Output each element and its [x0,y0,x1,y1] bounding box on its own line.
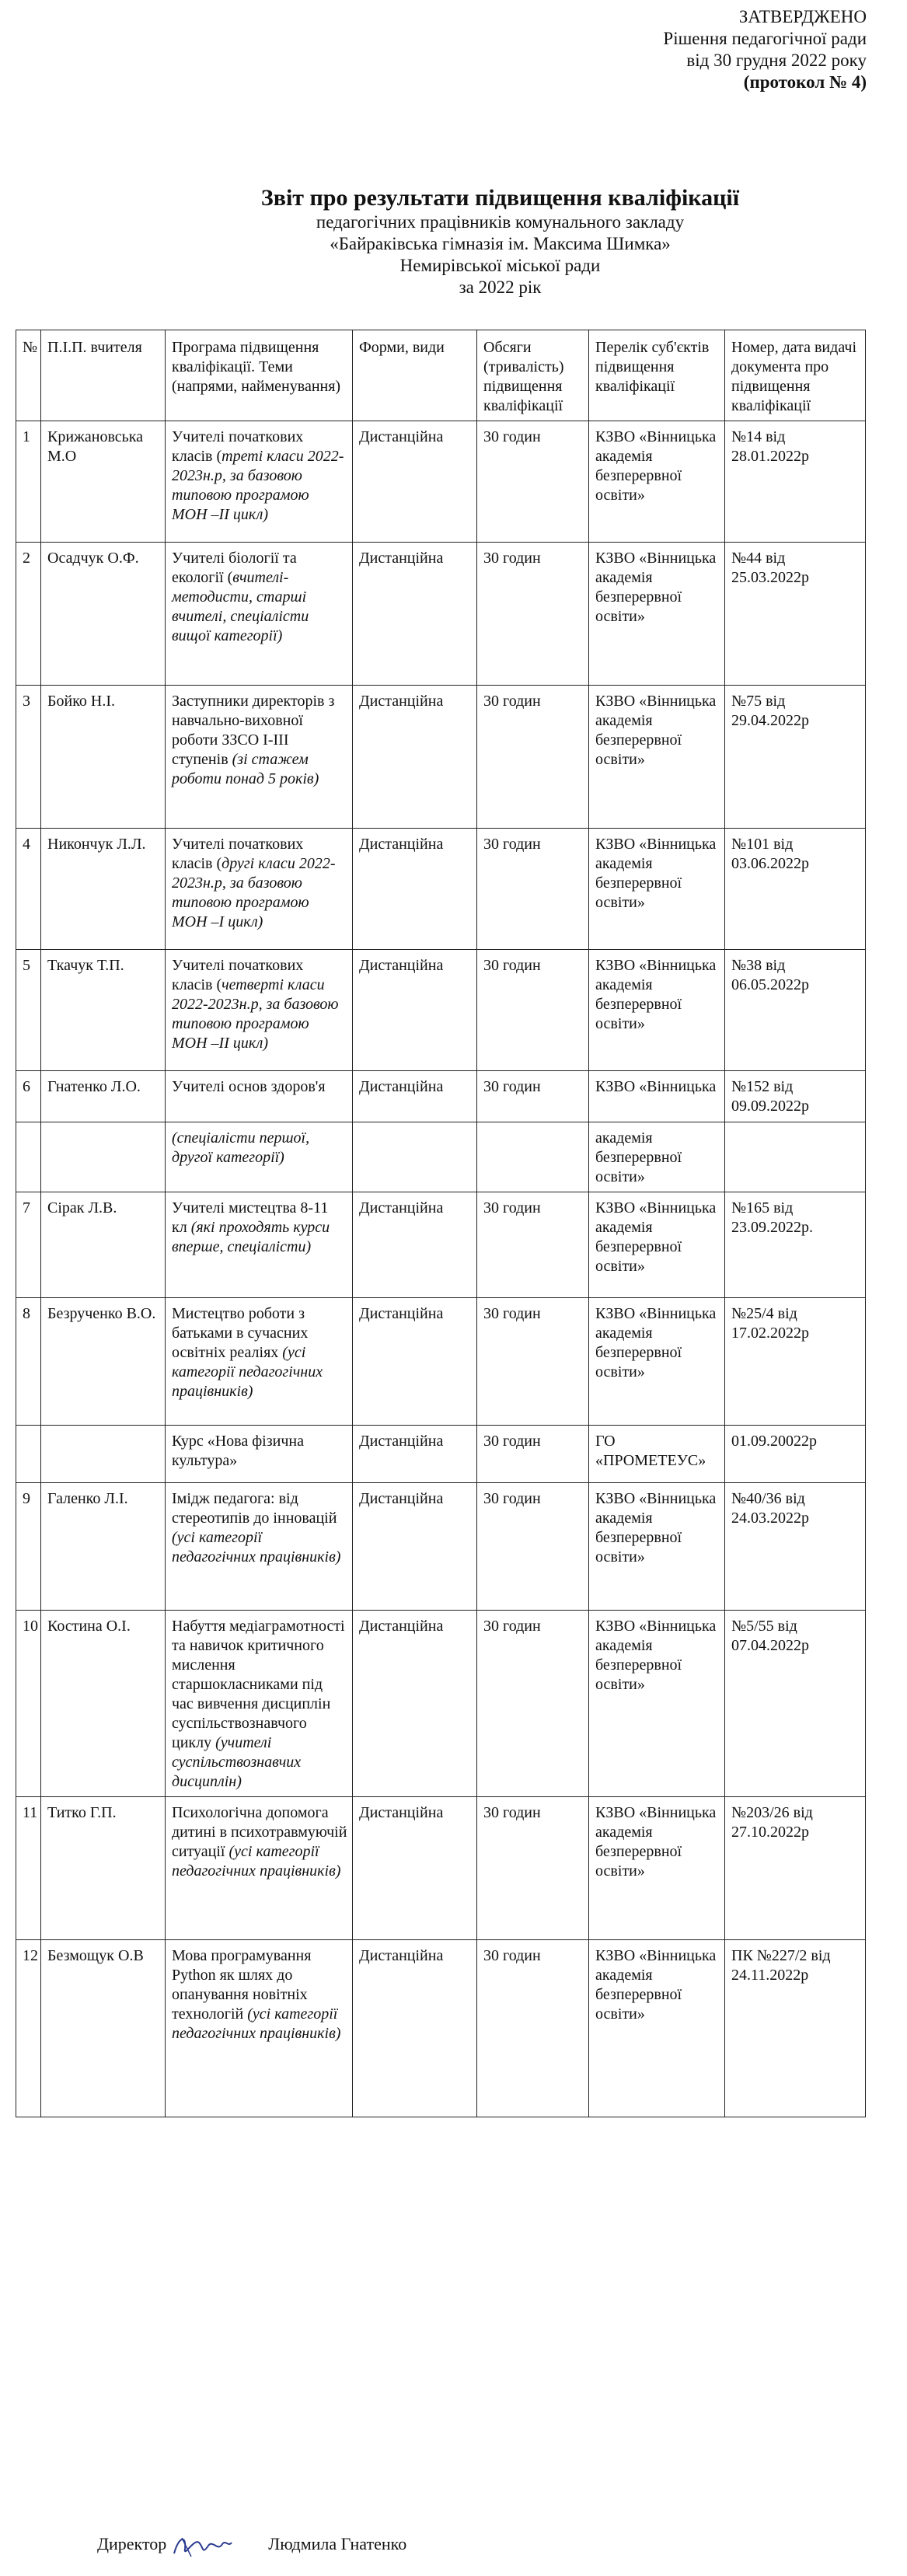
provider-cell: КЗВО «Вінницька [589,1071,725,1122]
row-number: 4 [16,829,41,950]
teacher-name: Безмощук О.В [41,1940,166,2117]
teacher-name: Никончук Л.Л. [41,829,166,950]
provider-cell: КЗВО «Вінницька академія безперервної освіти» [589,421,725,543]
provider-cell: академія безперервної освіти» [589,1122,725,1192]
program-category: четверті класи 2022-2023н.р, за базовою типовою програмою МОН –ІІ цикл) [172,976,339,1052]
document-cell: №44 від 25.03.2022р [725,543,866,686]
program-cell [166,1940,353,2117]
program-cell [166,1298,353,1426]
form-cell: Дистанційна [353,686,477,829]
approval-line: від 30 грудня 2022 року [686,51,867,70]
volume-cell: 30 годин [477,1426,589,1483]
program-cell [166,421,353,543]
teacher-name: Сірак Л.В. [41,1192,166,1298]
row-number: 11 [16,1797,41,1940]
volume-cell: 30 годин [477,950,589,1071]
report-title [0,185,907,298]
program-cell [166,829,353,950]
form-cell: Дистанційна [353,1483,477,1611]
row-number: 5 [16,950,41,1071]
row-number: 7 [16,1192,41,1298]
teacher-name: Безрученко В.О. [41,1298,166,1426]
volume-cell: 30 годин [477,829,589,950]
program-cell [166,1483,353,1611]
title-line: педагогічних працівників комунального закладу [316,212,685,232]
program-cell [166,1122,353,1192]
table-body [16,421,866,2117]
volume-cell: 30 годин [477,1611,589,1797]
approval-line: Рішення педагогічної ради [663,29,867,48]
provider-cell: КЗВО «Вінницька академія безперервної освіти» [589,1483,725,1611]
teacher-name: Бойко Н.І. [41,686,166,829]
document-cell: №5/55 від 07.04.2022р [725,1611,866,1797]
signature-name: Людмила Гнатенко [268,2534,407,2554]
program-cell [166,686,353,829]
row-number: 2 [16,543,41,686]
volume-cell: 30 годин [477,543,589,686]
form-cell: Дистанційна [353,421,477,543]
provider-cell: КЗВО «Вінницька академія безперервної освіти» [589,1940,725,2117]
program-text: Учителі початкових класів ( [172,836,304,872]
row-number: 9 [16,1483,41,1611]
teacher-name: Крижановська М.О [41,421,166,543]
header-cell: № [16,330,41,421]
teacher-name: Осадчук О.Ф. [41,543,166,686]
form-cell: Дистанційна [353,1940,477,2117]
program-text: Учителі основ здоров'я [172,1078,326,1095]
teacher-name: Ткачук Т.П. [41,950,166,1071]
program-category: (учителі суспільствознавчих дисциплін) [172,1734,302,1790]
teacher-name [41,1122,166,1192]
program-category: (зі стажем роботи понад 5 років) [172,751,319,787]
title-line: Немирівської міської ради [399,256,601,275]
volume-cell: 30 годин [477,1192,589,1298]
table-row [16,1122,866,1192]
teacher-name: Костина О.І. [41,1611,166,1797]
program-text: Мистецтво роботи з батьками в сучасних освітніх реаліях [172,1305,309,1361]
provider-cell: КЗВО «Вінницька академія безперервної освіти» [589,829,725,950]
header-cell: Перелік суб'єктів підвищення кваліфікації [589,330,725,421]
table-row [16,543,866,686]
header-cell: Форми, види [353,330,477,421]
program-category: (усі категорії педагогічних працівників) [172,1344,323,1400]
form-cell: Дистанційна [353,950,477,1071]
program-category: вчителі-методисти, старші вчителі, спеціалісти вищої категорії) [172,569,309,644]
program-category: (усі категорії педагогічних працівників) [172,1843,341,1880]
document-cell: ПК №227/2 від 24.11.2022р [725,1940,866,2117]
program-text: Заступники директорів з навчально-виховної роботи ЗЗСО І-ІІІ ступенів [172,693,335,768]
program-category: (спеціалісти першої, другої категорії) [172,1129,310,1166]
program-text: Мова програмування Python як шлях до опанування новітніх технологій [172,1947,312,2023]
approval-stamp [663,6,867,93]
volume-cell: 30 годин [477,421,589,543]
form-cell: Дистанційна [353,829,477,950]
provider-cell: КЗВО «Вінницька академія безперервної освіти» [589,543,725,686]
header-cell: Номер, дата видачі документа про підвищення кваліфікації [725,330,866,421]
row-number [16,1122,41,1192]
table-row [16,1426,866,1483]
table-row [16,1611,866,1797]
volume-cell: 30 годин [477,1483,589,1611]
document-cell [725,1122,866,1192]
form-cell [353,1122,477,1192]
title-line: за 2022 рік [459,277,542,297]
program-cell [166,1426,353,1483]
table-row [16,1483,866,1611]
volume-cell: 30 годин [477,1797,589,1940]
table-row [16,1192,866,1298]
table-row [16,1298,866,1426]
program-text: Імідж педагога: від стереотипів до інновацій [172,1490,337,1527]
document-cell: №101 від 03.06.2022р [725,829,866,950]
provider-cell: КЗВО «Вінницька академія безперервної освіти» [589,1298,725,1426]
program-cell [166,1797,353,1940]
teacher-name: Гнатенко Л.О. [41,1071,166,1122]
volume-cell: 30 годин [477,1940,589,2117]
program-text: Психологічна допомога дитині в психотравмуючій ситуації [172,1804,347,1860]
document-cell: №25/4 від 17.02.2022р [725,1298,866,1426]
document-cell: №75 від 29.04.2022р [725,686,866,829]
row-number: 8 [16,1298,41,1426]
program-category: (усі категорії педагогічних працівників) [172,1529,341,1565]
teacher-name [41,1426,166,1483]
table-row [16,950,866,1071]
program-cell [166,1611,353,1797]
program-text: Учителі початкових класів ( [172,957,304,993]
table-row [16,1940,866,2117]
program-text: Курс «Нова фізична культура» [172,1433,304,1469]
provider-cell: КЗВО «Вінницька академія безперервної освіти» [589,950,725,1071]
document-cell: №40/36 від 24.03.2022р [725,1483,866,1611]
volume-cell [477,1122,589,1192]
provider-cell: ГО «ПРОМЕТЕУС» [589,1426,725,1483]
program-cell [166,950,353,1071]
program-text: Учителі початкових класів ( [172,428,304,465]
document-cell: №14 від 28.01.2022р [725,421,866,543]
program-cell [166,1071,353,1122]
form-cell: Дистанційна [353,1071,477,1122]
approval-protocol: (протокол № 4) [743,72,867,92]
signature-block [97,2530,406,2561]
form-cell: Дистанційна [353,1298,477,1426]
header-cell: Програма підвищення кваліфікації. Теми (напрями, найменування) [166,330,353,421]
form-cell: Дистанційна [353,1192,477,1298]
document-cell: №165 від 23.09.2022р. [725,1192,866,1298]
teacher-name: Галенко Л.І. [41,1483,166,1611]
program-category: (які проходять курси вперше, спеціалісти) [172,1219,330,1255]
row-number: 12 [16,1940,41,2117]
table-row [16,421,866,543]
header-cell: П.І.П. вчителя [41,330,166,421]
form-cell: Дистанційна [353,543,477,686]
provider-cell: КЗВО «Вінницька академія безперервної освіти» [589,1192,725,1298]
form-cell: Дистанційна [353,1611,477,1797]
row-number: 3 [16,686,41,829]
row-number: 6 [16,1071,41,1122]
signature-scribble [171,2530,233,2561]
program-text: Набуття медіаграмотності та навичок критичного мислення старшокласниками під час вивчення дисциплін суспільствознавчого циклу [172,1618,345,1751]
document-cell: 01.09.20022р [725,1426,866,1483]
document-cell: №38 від 06.05.2022р [725,950,866,1071]
program-category: (усі категорії педагогічних працівників) [172,2005,341,2042]
qualification-table [16,330,866,2117]
table-row [16,1797,866,1940]
document-cell: №152 від 09.09.2022р [725,1071,866,1122]
page-title: Звіт про результати підвищення кваліфікації [260,185,740,211]
program-category: другі класи 2022-2023н.р, за базовою типовою програмою МОН –І цикл) [172,855,336,930]
provider-cell: КЗВО «Вінницька академія безперервної освіти» [589,686,725,829]
volume-cell: 30 годин [477,686,589,829]
program-text: Учителі мистецтва 8-11 кл [172,1199,329,1236]
form-cell: Дистанційна [353,1797,477,1940]
provider-cell: КЗВО «Вінницька академія безперервної освіти» [589,1797,725,1940]
volume-cell: 30 годин [477,1298,589,1426]
approval-line: ЗАТВЕРДЖЕНО [738,7,867,26]
form-cell: Дистанційна [353,1426,477,1483]
row-number: 10 [16,1611,41,1797]
table-row [16,1071,866,1122]
document-cell: №203/26 від 27.10.2022р [725,1797,866,1940]
teacher-name: Титко Г.П. [41,1797,166,1940]
row-number [16,1426,41,1483]
volume-cell: 30 годин [477,1071,589,1122]
row-number: 1 [16,421,41,543]
title-line: «Байраківська гімназія ім. Максима Шимка» [330,234,671,253]
table-row [16,829,866,950]
program-category: треті класи 2022-2023н.р, за базовою типовою програмою МОН –ІІ цикл) [172,448,344,523]
table-row [16,686,866,829]
header-cell: Обсяги (тривалість) підвищення кваліфікації [477,330,589,421]
program-text: Учителі біології та екології ( [172,550,297,586]
signature-label: Директор [97,2534,167,2554]
program-cell [166,543,353,686]
program-cell [166,1192,353,1298]
provider-cell: КЗВО «Вінницька академія безперервної освіти» [589,1611,725,1797]
table-header-row [16,330,866,421]
